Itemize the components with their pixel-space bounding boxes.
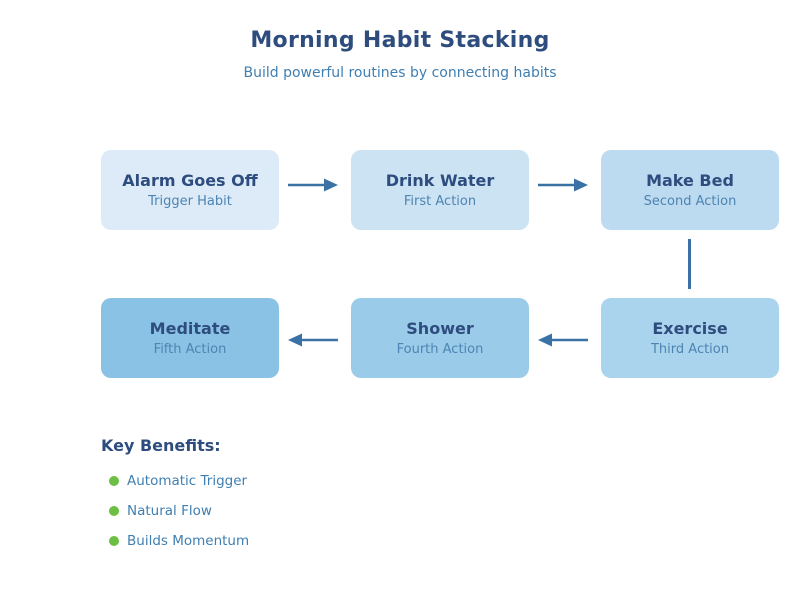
benefits-heading: Key Benefits:: [101, 436, 221, 455]
box-subtitle: First Action: [403, 194, 477, 209]
box-title: Drink Water: [385, 171, 495, 190]
bullet-dot-icon: [109, 506, 119, 516]
box-title: Shower: [406, 319, 474, 338]
flow-box-drink-water: [351, 150, 529, 230]
box-title: Meditate: [149, 319, 231, 338]
page-subtitle: Build powerful routines by connecting habits: [243, 65, 557, 81]
benefit-label: Natural Flow: [127, 503, 212, 519]
flow-box-shower: [351, 298, 529, 378]
page-title: Morning Habit Stacking: [250, 28, 550, 53]
bullet-dot-icon: [109, 476, 119, 486]
box-title: Exercise: [652, 319, 728, 338]
benefit-item: [101, 526, 249, 556]
box-subtitle: Fourth Action: [396, 342, 484, 357]
flow-box-alarm-goes-off: [101, 150, 279, 230]
benefit-item: [101, 466, 249, 496]
benefit-label: Builds Momentum: [127, 533, 250, 549]
box-subtitle: Fifth Action: [153, 342, 227, 357]
benefit-label: Automatic Trigger: [127, 473, 248, 489]
box-subtitle: Second Action: [643, 194, 737, 209]
box-title: Alarm Goes Off: [122, 171, 258, 190]
arrow-right-icon: [288, 177, 338, 193]
flow-box-meditate: [101, 298, 279, 378]
flow-box-exercise: [601, 298, 779, 378]
arrow-left-icon: [538, 332, 588, 348]
down-connector-line: [688, 239, 691, 289]
arrow-left-icon: [288, 332, 338, 348]
benefits-list: [101, 466, 249, 556]
flow-box-make-bed: [601, 150, 779, 230]
box-subtitle: Third Action: [650, 342, 729, 357]
box-title: Make Bed: [646, 171, 734, 190]
benefit-item: [101, 496, 249, 526]
arrow-right-icon: [538, 177, 588, 193]
box-subtitle: Trigger Habit: [148, 194, 232, 209]
bullet-dot-icon: [109, 536, 119, 546]
